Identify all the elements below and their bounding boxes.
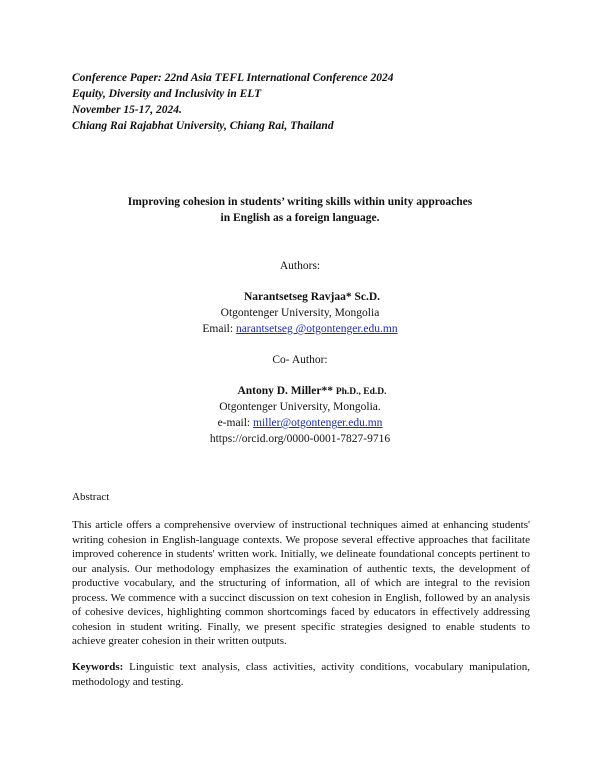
keywords-text: Linguistic text analysis, class activities, activity conditions, vocabulary manipulation, methodology and testing. xyxy=(72,661,530,688)
keywords-paragraph xyxy=(72,660,530,689)
keywords-label: Keywords: xyxy=(72,661,124,673)
conference-name: Conference Paper: 22nd Asia TEFL International Conference 2024 xyxy=(72,72,394,84)
author-2-affiliation: Otgontenger University, Mongolia. xyxy=(219,401,381,413)
paper-title-line-1: Improving cohesion in students’ writing skills within unity approaches xyxy=(127,196,473,208)
author-2-email-label: e-mail: xyxy=(217,417,254,429)
author-1-email-label: Email: xyxy=(202,323,236,335)
author-2-orcid: https://orcid.org/0000-0001-7827-9716 xyxy=(209,433,391,445)
abstract-body: This article offers a comprehensive overview of instructional techniques aimed at enhancing students' writing cohesion in English-language contexts. We propose several effective approaches that facilitate improved coherence in students' written work. Initially, we delineate foundational concepts pertinent to our analysis. Our methodology emphasizes the examination of authentic texts, the development of productive vocabulary, and the structuring of information, all of which are integral to the revision process. We commence with a succinct discussion on text cohesion in English, followed by an analysis of cohesive devices, highlighting common shortcomings faced by educators in effectively addressing cohesion in student writing. Finally, we present specific strategies designed to enable students to achieve greater cohesion in their written outputs. xyxy=(72,519,530,647)
author-2-name: Antony D. Miller** xyxy=(237,385,333,397)
conference-dates: November 15-17, 2024. xyxy=(72,104,182,116)
author-1-email-link[interactable]: narantsetseg @otgontenger.edu.mn xyxy=(235,323,398,335)
coauthor-label: Co- Author: xyxy=(272,354,328,366)
author-1-name: Narantsetseg Ravjaa* Sc.D. xyxy=(243,291,381,303)
author-2-email-link[interactable]: miller@otgontenger.edu.mn xyxy=(253,417,383,429)
paper-title-line-2: in English as a foreign language. xyxy=(220,212,380,224)
abstract-heading: Abstract xyxy=(72,491,110,503)
author-1-email-line xyxy=(100,321,500,337)
author-2-degree: Ph.D., Ed.D. xyxy=(335,387,387,397)
author-2-name-line xyxy=(112,383,512,400)
paper-title xyxy=(80,194,520,226)
conference-venue: Chiang Rai Rajabhat University, Chiang Rai, Thailand xyxy=(72,120,334,132)
author-2-email-line xyxy=(100,415,500,431)
author-1-affiliation: Otgontenger University, Mongolia xyxy=(220,307,380,319)
conference-theme: Equity, Diversity and Inclusivity in ELT xyxy=(72,88,262,100)
authors-label: Authors: xyxy=(279,260,321,272)
conference-header xyxy=(72,70,542,134)
